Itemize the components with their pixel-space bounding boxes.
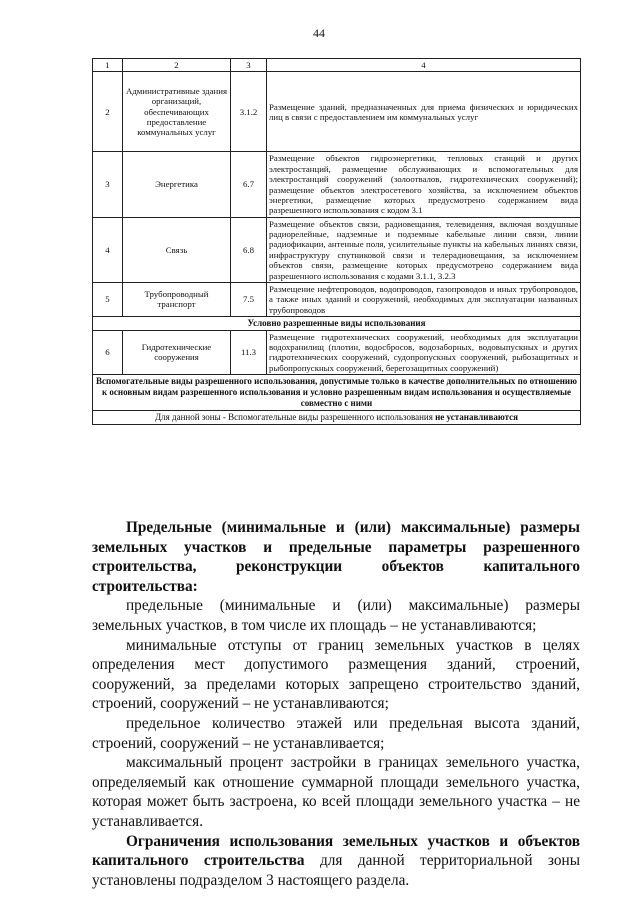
use-type-name: Энергетика bbox=[123, 152, 231, 217]
use-type-description: Размещение гидротехнических сооружений, необходимых для эксплуатации водохранилищ (плотин, водосбросов, водозаборных, водовыпускных и других гидротехнических сооружений, судопропускных сооружений, рыбозащитных и рыбопропускных сооружений, берегозащитных сооружений) bbox=[267, 330, 581, 375]
column-number-3: 3 bbox=[231, 59, 267, 72]
use-type-description: Размещение объектов гидроэнергетики, тепловых станций и других электростанций, размещение обслуживающих и вспомогательных для электростанций сооружений (золоотвалов, гидротехнических сооружений); размещение объектов электросетевого хозяйства, за исключением объектов энергетики, размещение которых предусмотрено содержанием вида разрешенного использования с кодом 3.1 bbox=[267, 152, 581, 217]
auxiliary-uses-note-row bbox=[93, 411, 581, 425]
table-row bbox=[93, 330, 581, 375]
use-type-code: 6.8 bbox=[231, 217, 267, 282]
conditional-uses-title: Условно разрешенные виды использования bbox=[93, 317, 581, 331]
column-number-2: 2 bbox=[123, 59, 231, 72]
use-type-description: Размещение зданий, предназначенных для приема физических и юридических лиц в связи с предоставлением им коммунальных услуг bbox=[267, 72, 581, 152]
use-type-name: Связь bbox=[123, 217, 231, 282]
use-type-description: Размещение объектов связи, радиовещания, телевидения, включая воздушные радиорелейные, надземные и подземные кабельные линии связи, линии радиофикации, антенные поля, усилительные пункты на кабельных линиях связи, инфраструктуру спутниковой связи и телерадиовещания, за исключением объектов связи, размещение которых предусмотрено содержанием вида разрешенного использования с кодами 3.1.1, 3.2.3 bbox=[267, 217, 581, 282]
table-header-row bbox=[93, 59, 581, 72]
use-type-description: Размещение нефтепроводов, водопроводов, газопроводов и иных трубопроводов, а также иных зданий и сооружений, необходимых для эксплуатации названных трубопроводов bbox=[267, 282, 581, 316]
use-type-name: Административные здания организаций, обеспечивающих предоставление коммунальных услуг bbox=[123, 72, 231, 152]
column-number-4: 4 bbox=[267, 59, 581, 72]
auxiliary-uses-header-row bbox=[93, 375, 581, 411]
land-use-table bbox=[92, 58, 581, 425]
use-type-name: Гидротехнические сооружения bbox=[123, 330, 231, 375]
coverage-paragraph: максимальный процент застройки в границах земельного участка, определяемый как отношение суммарной площади земельного участка, которая может быть застроена, ко всей площади земельного участка – не устанавливается. bbox=[92, 754, 580, 830]
use-type-code: 6.7 bbox=[231, 152, 267, 217]
use-type-code: 3.1.2 bbox=[231, 72, 267, 152]
row-number: 5 bbox=[93, 282, 123, 316]
table-row bbox=[93, 152, 581, 217]
row-number: 4 bbox=[93, 217, 123, 282]
auxiliary-uses-note-text: Для данной зоны - Вспомогательные виды разрешенного использования bbox=[155, 412, 433, 423]
limits-section bbox=[92, 518, 580, 890]
auxiliary-uses-note bbox=[93, 411, 581, 425]
lot-size-paragraph: предельные (минимальные и (или) максимальные) размеры земельных участков, в том числе их площадь – не устанавливаются; bbox=[92, 597, 580, 634]
row-number: 3 bbox=[93, 152, 123, 217]
column-number-1: 1 bbox=[93, 59, 123, 72]
use-type-code: 7.5 bbox=[231, 282, 267, 316]
table-row bbox=[93, 217, 581, 282]
row-number: 2 bbox=[93, 72, 123, 152]
row-number: 6 bbox=[93, 330, 123, 375]
auxiliary-uses-note-status: не устанавливаются bbox=[435, 412, 518, 423]
restrictions-text: для данной территориальной зоны установлены подразделом 3 настоящего раздела. bbox=[92, 852, 580, 889]
use-type-name: Трубопроводный транспорт bbox=[123, 282, 231, 316]
table-row bbox=[93, 72, 581, 152]
restrictions-heading: Ограничения использования земельных участков и объектов капитального строительства bbox=[92, 832, 580, 870]
use-type-code: 11.3 bbox=[231, 330, 267, 375]
conditional-uses-title-row bbox=[93, 317, 581, 331]
restrictions-paragraph bbox=[92, 832, 580, 891]
auxiliary-uses-header: Вспомогательные виды разрешенного использования, допустимые только в качестве дополнительных по отношению к основным видам разрешенного использования и условно разрешенным видам использования и осуществляемые совместно с ними bbox=[93, 375, 581, 411]
page-number: 44 bbox=[313, 26, 325, 40]
height-paragraph: предельное количество этажей или предельная высота зданий, строений, сооружений – не устанавливается; bbox=[92, 714, 580, 752]
table-row bbox=[93, 282, 581, 316]
setback-paragraph: минимальные отступы от границ земельных участков в целях определения мест допустимого размещения зданий, строений, сооружений, за пределами которых запрещено строительство зданий, строений, сооружений – не устанавливаются; bbox=[92, 636, 580, 713]
limits-heading: Предельные (минимальные и (или) максимальные) размеры земельных участков и предельные параметры разрешенного строительства, реконструкции объектов капитального строительства: bbox=[92, 519, 580, 595]
